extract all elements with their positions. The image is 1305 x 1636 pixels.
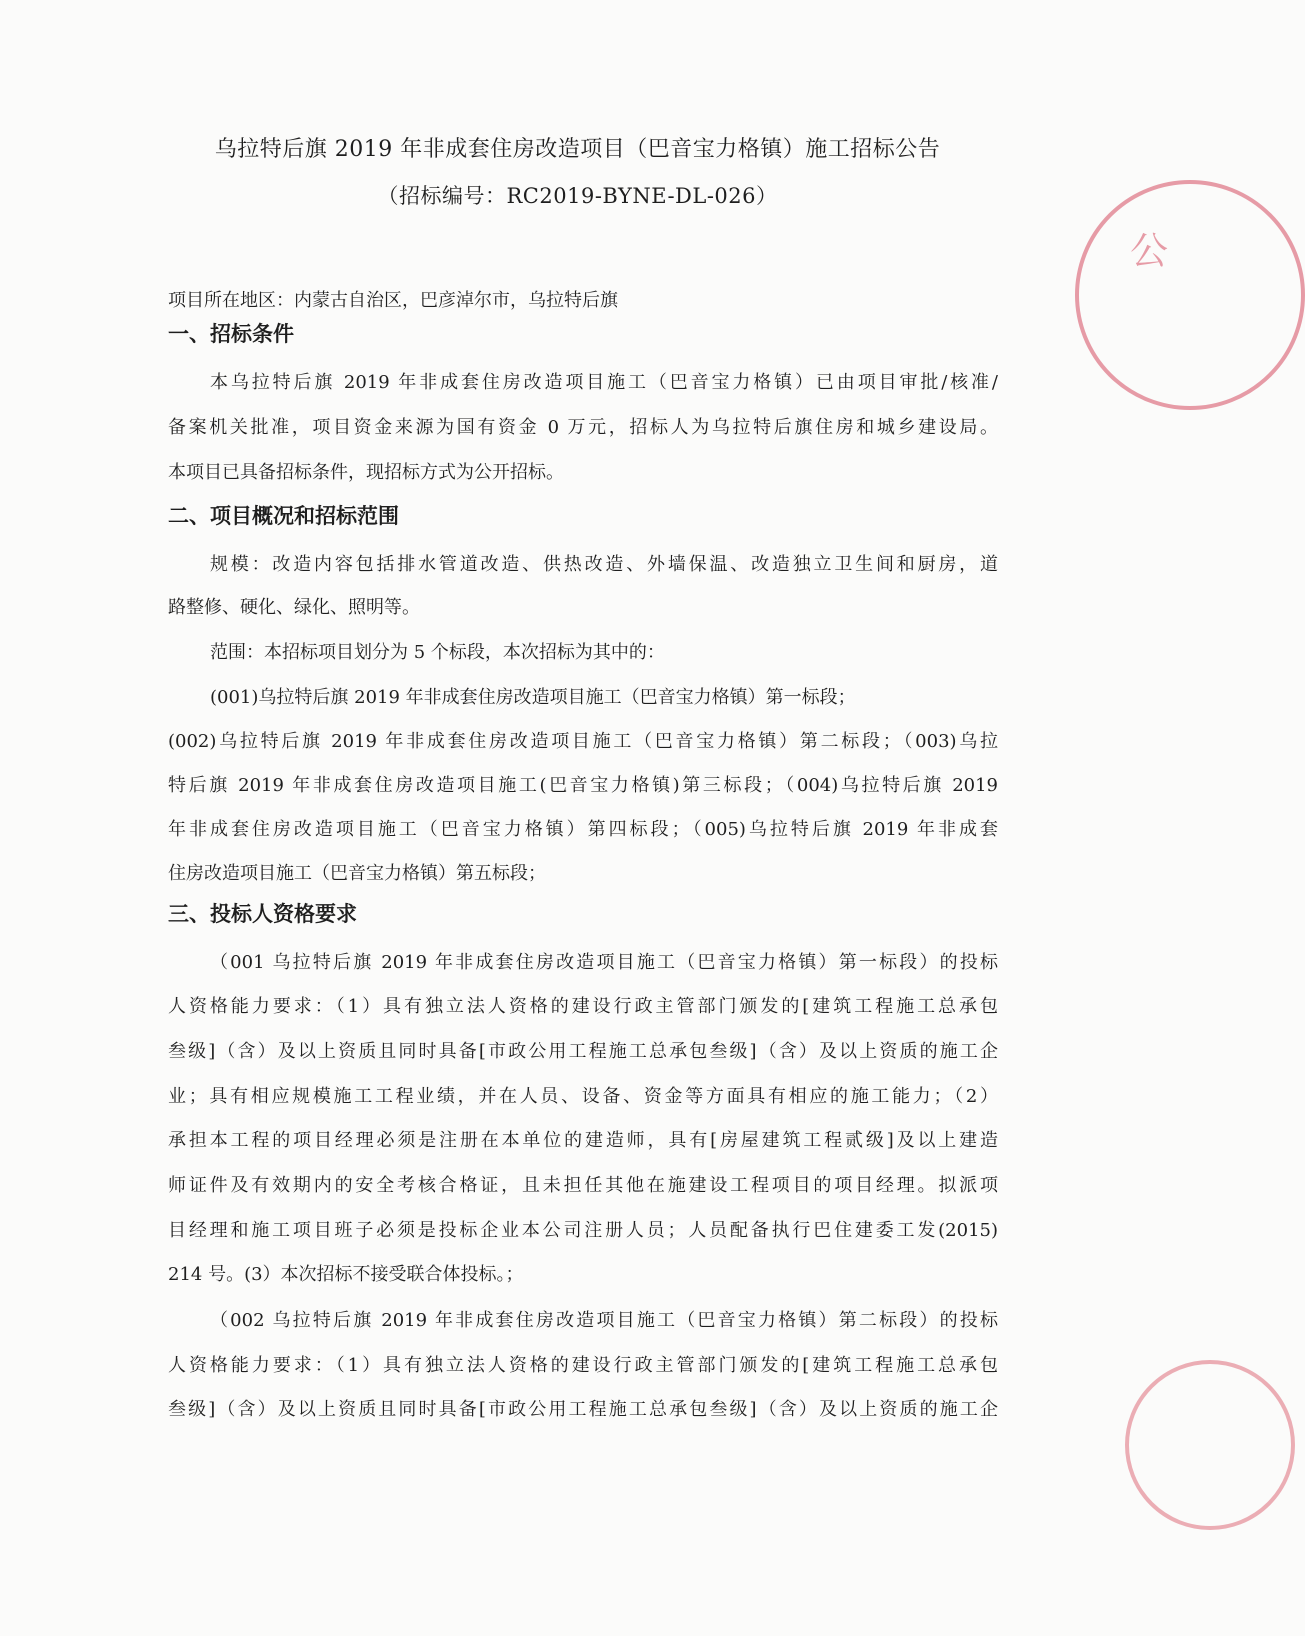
- tender-number: （招标编号：RC2019-BYNE-DL-026）: [377, 184, 778, 208]
- paragraph-line: 叁级]（含）及以上资质且同时具备[市政公用工程施工总承包叁级]（含）及以上资质的施工企: [168, 1399, 998, 1420]
- paragraph-line: 本乌拉特后旗 2019 年非成套住房改造项目施工（巴音宝力格镇）已由项目审批/核准/: [210, 372, 998, 393]
- paragraph-line: 范围：本招标项目划分为 5 个标段，本次招标为其中的：: [210, 642, 665, 663]
- official-seal-bottom: [1125, 1360, 1295, 1530]
- paragraph-line: 人资格能力要求：（1）具有独立法人资格的建设行政主管部门颁发的[建筑工程施工总承包: [168, 996, 998, 1017]
- paragraph-line: 特后旗 2019 年非成套住房改造项目施工(巴音宝力格镇)第三标段；（004)乌拉特后旗 2019: [168, 775, 998, 796]
- official-seal-top: [1075, 180, 1305, 410]
- paragraph-line: 住房改造项目施工（巴音宝力格镇）第五标段；: [168, 863, 546, 884]
- paragraph-line: （001 乌拉特后旗 2019 年非成套住房改造项目施工（巴音宝力格镇）第一标段）的投标: [210, 952, 998, 973]
- paragraph-line: 叁级]（含）及以上资质且同时具备[市政公用工程施工总承包叁级]（含）及以上资质的施工企: [168, 1041, 998, 1062]
- paragraph-line: 人资格能力要求：（1）具有独立法人资格的建设行政主管部门颁发的[建筑工程施工总承包: [168, 1355, 998, 1376]
- paragraph-line: 214 号。(3）本次招标不接受联合体投标。；: [168, 1264, 524, 1285]
- paragraph-line: 目经理和施工项目班子必须是投标企业本公司注册人员；人员配备执行巴住建委工发(2015): [168, 1220, 998, 1241]
- paragraph-line: 备案机关批准，项目资金来源为国有资金 0 万元，招标人为乌拉特后旗住房和城乡建设局。: [168, 417, 998, 438]
- section-heading-overview: 二、项目概况和招标范围: [168, 504, 399, 528]
- paragraph-line: 承担本工程的项目经理必须是注册在本单位的建造师，具有[房屋建筑工程贰级]及以上建造: [168, 1130, 998, 1151]
- paragraph-line: 业；具有相应规模施工工程业绩，并在人员、设备、资金等方面具有相应的施工能力；（2）: [168, 1086, 998, 1107]
- section-heading-conditions: 一、招标条件: [168, 322, 294, 346]
- document-title: 乌拉特后旗 2019 年非成套住房改造项目（巴音宝力格镇）施工招标公告: [214, 137, 941, 162]
- paragraph-line: (002)乌拉特后旗 2019 年非成套住房改造项目施工（巴音宝力格镇）第二标段；（003)乌拉: [168, 731, 998, 752]
- paragraph-line: 年非成套住房改造项目施工（巴音宝力格镇）第四标段；（005)乌拉特后旗 2019 年非成套: [168, 819, 998, 840]
- paragraph-line: 规模：改造内容包括排水管道改造、供热改造、外墙保温、改造独立卫生间和厨房，道: [210, 554, 998, 575]
- paragraph-line: 本项目已具备招标条件，现招标方式为公开招标。: [168, 462, 564, 483]
- seal-fragment: 公: [1130, 229, 1169, 273]
- paragraph-line: 师证件及有效期内的安全考核合格证，且未担任其他在施建设工程项目的项目经理。拟派项: [168, 1175, 998, 1196]
- project-region: 项目所在地区：内蒙古自治区，巴彦淖尔市，乌拉特后旗: [168, 290, 618, 311]
- paragraph-line: 路整修、硬化、绿化、照明等。: [168, 597, 420, 618]
- section-heading-qualification: 三、投标人资格要求: [168, 902, 357, 926]
- paragraph-line: (001)乌拉特后旗 2019 年非成套住房改造项目施工（巴音宝力格镇）第一标段；: [210, 687, 856, 708]
- paragraph-line: （002 乌拉特后旗 2019 年非成套住房改造项目施工（巴音宝力格镇）第二标段）的投标: [210, 1310, 998, 1331]
